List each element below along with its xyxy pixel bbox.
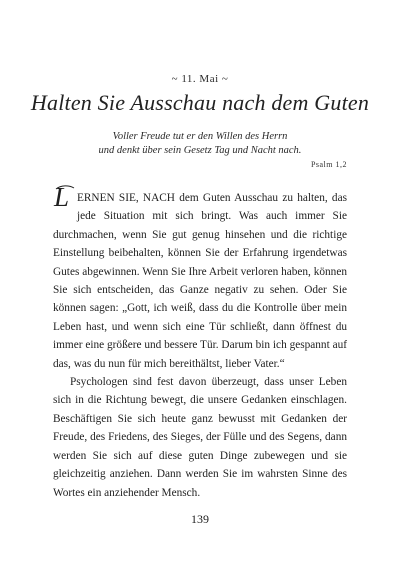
paragraph-2: Psychologen sind fest davon überzeugt, dass unser Leben sich in die Richtung bewegt, die unsere Gedanken einschlagen. Beschäftigen Sie sich heute ganz bewusst mit Gedanken der Freude, des Friedens, des Sieges, der Fülle und des Segens, dann werden Sie sich auf diese guten Dinge zubewegen und sie gleichzeitig anziehen. Dann werden Sie im wahrsten Sinne des Wortes ein anziehender Mensch. bbox=[53, 376, 347, 499]
verse-line-1: Voller Freude tut er den Willen des Herrn bbox=[112, 131, 288, 142]
paragraph-1-text: ERNEN SIE, NACH dem Guten Ausschau zu halten, das jede Situation mit sich bringt. Was auch immer Sie durchmachen, wenn Sie gut genug hinsehen und die richtige Einstellung beibehalten, können Sie der Erfahrung irgendetwas Gutes abgewinnen. Wenn Sie Ihre Arbeit verloren haben, können Sie sich entscheiden, das Ganze negativ zu sehen. Oder Sie können sagen: „Gott, ich weiß, dass du die Kontrolle über mein Leben hast, und wenn sich eine Tür schließt, dann öffnest du immer eine größere und bessere Tür. Darum bin ich gespannt auf das, was du nun für mich bereithältst, lieber Vater.“ bbox=[53, 192, 347, 370]
verse-line-2: und denkt über sein Gesetz Tag und Nacht nach. bbox=[98, 145, 302, 156]
bible-verse bbox=[0, 130, 400, 158]
paragraph-1 bbox=[53, 185, 347, 373]
page-title: Halten Sie Ausschau nach dem Guten bbox=[30, 90, 370, 115]
drop-cap-glyph bbox=[53, 185, 76, 209]
drop-cap-letter: L bbox=[54, 185, 70, 209]
body-text bbox=[53, 185, 347, 502]
page-number: 139 bbox=[191, 512, 209, 526]
date-heading: ~ 11. Mai ~ bbox=[171, 73, 229, 85]
drop-cap bbox=[53, 185, 76, 209]
verse-reference: Psalm 1,2 bbox=[310, 160, 347, 169]
